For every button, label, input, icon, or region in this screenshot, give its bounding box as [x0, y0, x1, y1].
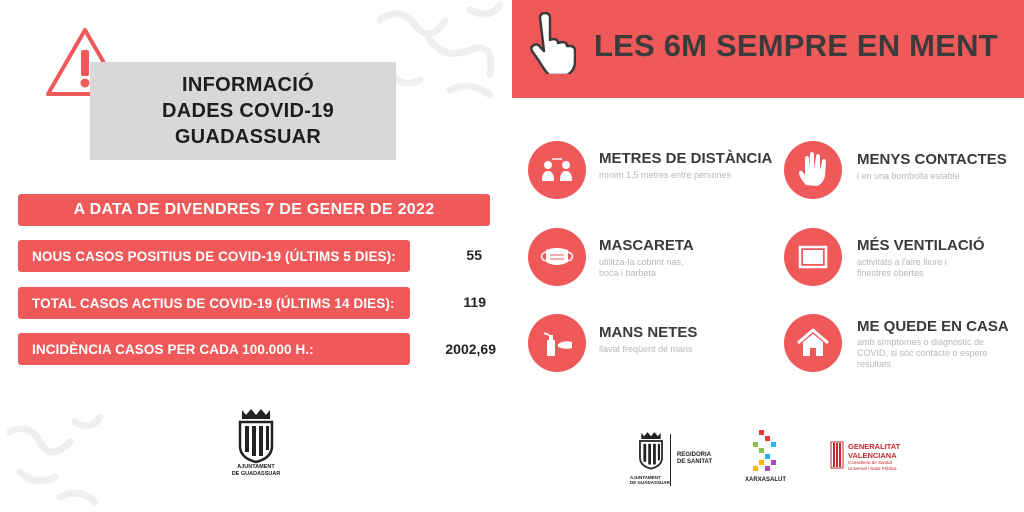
xarxasalut-icon	[749, 428, 783, 472]
ajuntament-small-line-1: AJUNTAMENT	[630, 475, 661, 480]
measure-home-sub-1: amb símptomes o diagnòstic de	[857, 337, 985, 347]
measure-ventilation-sub-1: activitats a l'aire lliure i	[857, 257, 947, 267]
stat-new-cases-value: 55	[466, 247, 482, 263]
decorative-pattern-bottom	[0, 402, 110, 512]
measure-contacts-circle	[784, 141, 842, 199]
ajuntament-logo	[228, 406, 284, 486]
window-icon	[794, 238, 832, 276]
generalitat-logo	[830, 440, 920, 490]
generalitat-line-2: VALENCIANA	[848, 451, 897, 460]
measure-home-sub-3: resultats	[857, 359, 892, 369]
home-icon	[794, 324, 832, 362]
coat-of-arms-icon	[636, 430, 666, 470]
ajuntament-logo-line-2: DE GUADASSUAR	[231, 470, 281, 477]
measure-hands-circle	[528, 314, 586, 372]
xarxasalut-logo	[745, 428, 807, 492]
stat-active-cases-label: TOTAL CASOS ACTIUS DE COVID-19 (ÚLTIMS 14 DIES):	[18, 287, 410, 319]
measure-ventilation-sub-2: finestres obertes	[857, 268, 924, 278]
stat-new-cases-label: NOUS CASOS POSITIUS DE COVID-19 (ÚLTIMS 5 DIES):	[18, 240, 410, 272]
hand-stop-icon	[794, 151, 832, 189]
measure-mask-sub-1: utilitza-la cobrint nas,	[599, 257, 684, 267]
measure-home-circle	[784, 314, 842, 372]
stat-incidence-label: INCIDÈNCIA CASOS PER CADA 100.000 H.:	[18, 333, 410, 365]
date-banner: A DATA DE DIVENDRES 7 DE GENER DE 2022	[18, 194, 490, 226]
measure-distance-circle	[528, 141, 586, 199]
title-line-1: INFORMACIÓ	[182, 74, 314, 96]
ajuntament-logo-line-1: AJUNTAMENT	[237, 464, 275, 470]
people-distance-icon	[538, 151, 576, 189]
measure-mask-sub-2: boca i barbeta	[599, 268, 657, 278]
measure-home-title: ME QUEDE EN CASA	[857, 318, 1009, 335]
stat-active-cases-value: 119	[463, 294, 486, 310]
title-line-2: DADES COVID-19	[161, 100, 334, 122]
measure-distance-sub: mínim 1,5 metres entre persones	[599, 170, 732, 180]
conselleria-line-2: Universal i Salut Pública	[848, 465, 897, 471]
stat-incidence-value: 2002,69	[445, 341, 496, 357]
coat-of-arms-icon	[236, 406, 276, 464]
measure-contacts-title: MENYS CONTACTES	[857, 151, 1007, 168]
ajuntament-small-line-2: DE GUADASSUAR	[630, 480, 670, 485]
xarxasalut-text: XARXASALUT	[745, 477, 787, 483]
measure-contacts-sub: i en una bombolla estable	[857, 171, 960, 181]
measure-mask-title: MASCARETA	[599, 237, 694, 254]
logo-divider	[670, 434, 671, 486]
face-mask-icon	[538, 238, 576, 276]
hand-sanitizer-icon	[538, 324, 576, 362]
measure-mask-circle	[528, 228, 586, 286]
measure-home-sub-2: COVID, si sóc contacte o espere	[857, 348, 988, 358]
generalitat-shield-icon	[830, 440, 844, 472]
measure-hands-title: MANS NETES	[599, 324, 698, 341]
title-box	[90, 62, 396, 160]
pointing-hand-icon	[530, 12, 576, 74]
measure-ventilation-circle	[784, 228, 842, 286]
measure-ventilation-title: MÉS VENTILACIÓ	[857, 237, 985, 254]
regidoria-line-1: REGIDORIA	[677, 452, 712, 458]
measure-hands-sub: llavat freqüent de mans	[599, 344, 693, 354]
conselleria-line-1: Conselleria de Sanitat	[848, 460, 893, 465]
generalitat-line-1: GENERALITAT	[848, 442, 901, 451]
title-line-3: GUADASSUAR	[174, 126, 322, 148]
measure-distance-title: METRES DE DISTÀNCIA	[599, 150, 773, 167]
right-title: LES 6M SEMPRE EN MENT	[594, 28, 998, 63]
regidoria-line-2: DE SANITAT	[677, 459, 713, 465]
regidoria-logo	[677, 452, 712, 466]
